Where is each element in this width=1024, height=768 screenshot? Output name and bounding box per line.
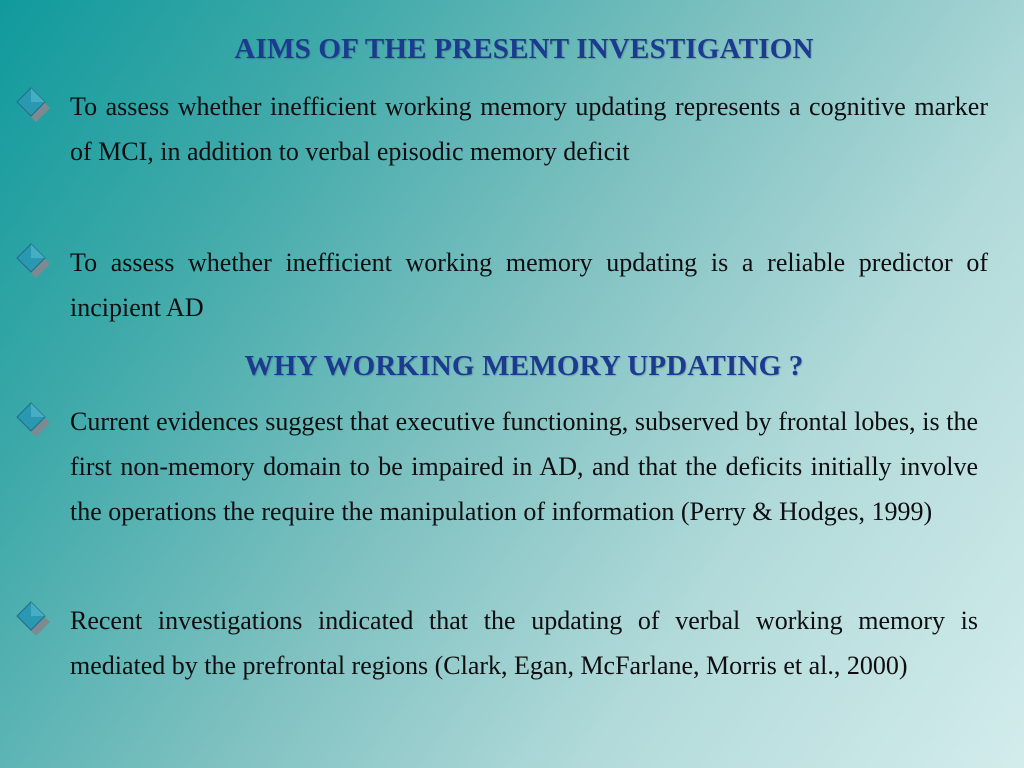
- aims-bullet-2-text: To assess whether inefficient working memory updating is a reliable predictor of incipient AD: [70, 248, 988, 322]
- diamond-bullet-icon: [14, 84, 54, 124]
- why-bullet-1-text: Current evidences suggest that executive functioning, subserved by frontal lobes, is the first non-memory domain to be impaired in AD, and that the deficits initially involve the operations the require the manipulation of information (Perry & Hodges, 1999): [70, 407, 978, 526]
- aims-bullet-1-text: To assess whether inefficient working memory updating represents a cognitive marker of MCI, in addition to verbal episodic memory deficit: [70, 92, 988, 166]
- diamond-bullet-icon: [14, 399, 54, 439]
- diamond-bullet-icon: [14, 598, 54, 638]
- aims-heading: AIMS OF THE PRESENT INVESTIGATION: [234, 33, 814, 65]
- why-bullet-2-text: Recent investigations indicated that the updating of verbal working memory is mediated by the prefrontal regions (Clark, Egan, McFarlane, Morris et al., 2000): [70, 606, 978, 680]
- why-heading: WHY WORKING MEMORY UPDATING ?: [244, 350, 804, 382]
- diamond-bullet-icon: [14, 240, 54, 280]
